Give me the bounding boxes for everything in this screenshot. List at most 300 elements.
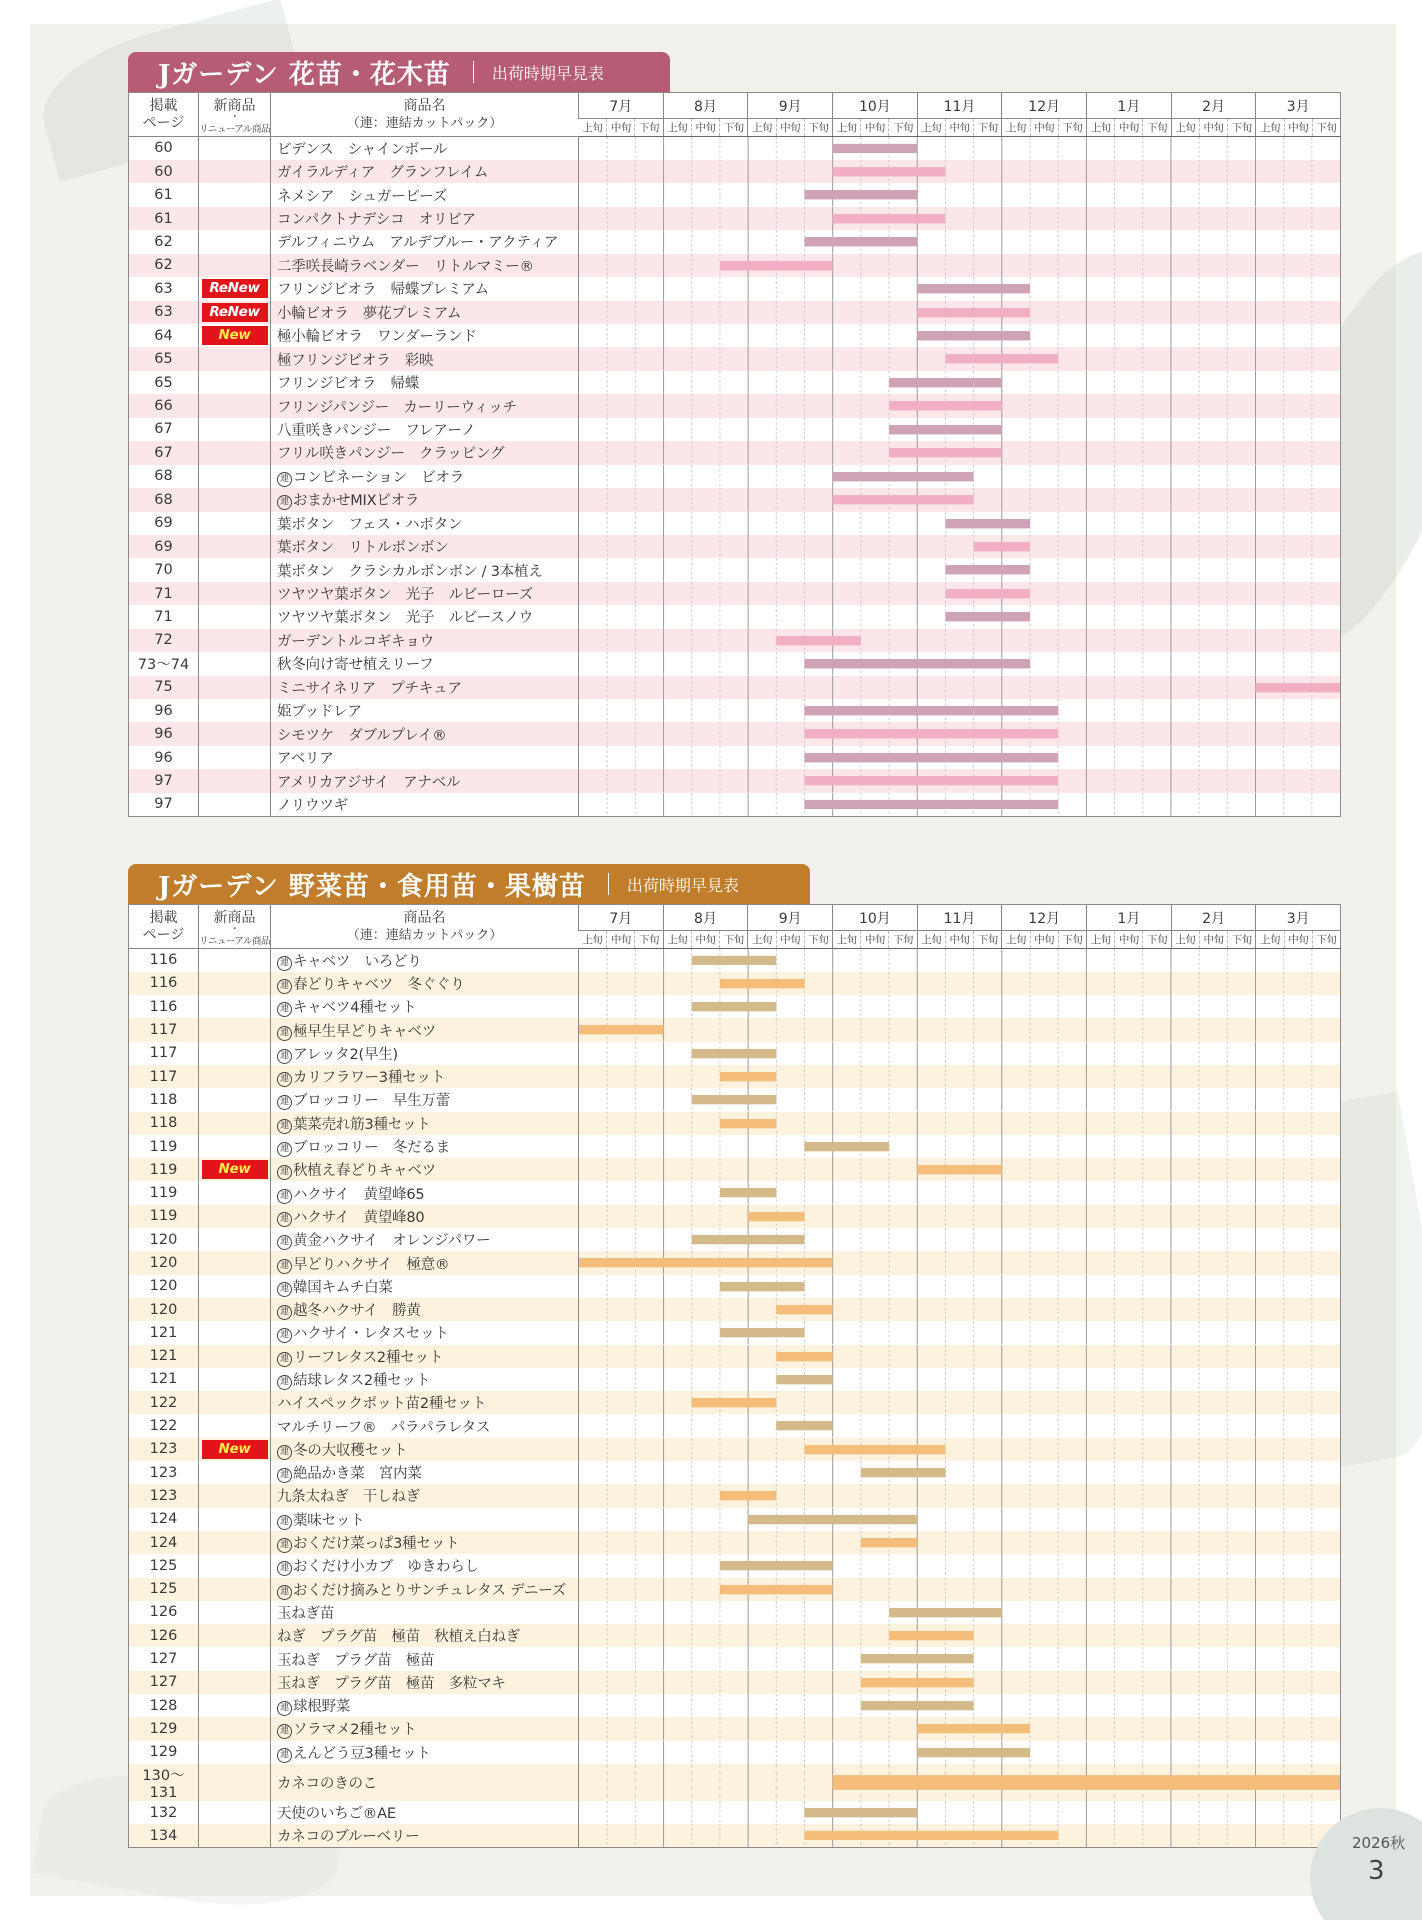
table-row <box>129 949 1341 972</box>
linked-pack-icon: 連 <box>277 979 292 994</box>
row-product-name: 小輪ビオラ 夢花プレミアム <box>277 305 462 322</box>
header-new-dot: ・ <box>229 111 239 123</box>
decade-header: 上旬 <box>579 119 607 137</box>
row-product-name: ハクサイ・レタスセット <box>293 1326 449 1343</box>
linked-pack-icon: 連 <box>277 1724 292 1739</box>
table-row <box>129 183 1341 206</box>
row-gantt-cell <box>579 1368 1341 1391</box>
header-page-line1: 掲載 <box>149 909 178 926</box>
row-new-badge-cell <box>199 1508 271 1531</box>
gantt-svg <box>579 1158 1340 1181</box>
header-new-col <box>199 93 271 137</box>
row-page-number: 62 <box>129 230 199 253</box>
row-page-number: 129 <box>129 1741 199 1764</box>
row-product-name: 八重咲きパンジー フレアーノ <box>277 422 476 439</box>
table-row <box>129 1531 1341 1554</box>
gantt-svg <box>579 1484 1340 1507</box>
decade-header: 中旬 <box>776 931 804 949</box>
row-product-name: 越冬ハクサイ 勝黄 <box>293 1303 421 1320</box>
row-page-number: 69 <box>129 512 199 535</box>
table-row <box>129 277 1341 300</box>
row-product-name: コンビネーション ビオラ <box>293 469 465 486</box>
row-product-name: 薬味セット <box>293 1512 365 1529</box>
shipping-period-bar <box>804 753 1058 762</box>
linked-pack-icon: 連 <box>277 1002 292 1017</box>
row-page-number: 60 <box>129 137 199 160</box>
table-row <box>129 1647 1341 1670</box>
shipping-period-bar <box>861 1678 974 1687</box>
gantt-svg <box>579 1298 1340 1321</box>
gantt-svg <box>579 972 1340 995</box>
row-new-badge-cell <box>199 1158 271 1181</box>
row-product-name-cell <box>271 207 579 230</box>
table-row <box>129 1694 1341 1717</box>
row-product-name-cell <box>271 746 579 769</box>
row-new-badge-cell <box>199 1321 271 1344</box>
shipping-period-bar <box>804 190 917 199</box>
table-row <box>129 746 1341 769</box>
row-gantt-cell <box>579 371 1341 394</box>
gantt-svg <box>579 1088 1340 1111</box>
linked-pack-icon: 連 <box>277 1119 292 1134</box>
gantt-svg <box>579 1321 1340 1344</box>
shipping-period-bar <box>917 1724 1030 1733</box>
table-row <box>129 1368 1341 1391</box>
table-row <box>129 1228 1341 1251</box>
gantt-svg <box>579 793 1340 816</box>
row-product-name: キャベツ4種セット <box>293 1000 417 1017</box>
section-title: Jガーデン 花苗・花木苗 <box>158 59 451 90</box>
row-product-name-cell <box>271 301 579 324</box>
row-product-name-cell <box>271 183 579 206</box>
decade-header: 下旬 <box>1312 119 1340 137</box>
table-row <box>129 582 1341 605</box>
table-row <box>129 1275 1341 1298</box>
row-page-number: 61 <box>129 207 199 230</box>
row-page-number: 126 <box>129 1624 199 1647</box>
table-row <box>129 441 1341 464</box>
row-product-name-cell <box>271 769 579 792</box>
shipping-period-bar <box>804 1142 889 1151</box>
gantt-svg <box>579 1601 1340 1624</box>
decade-header: 中旬 <box>691 119 719 137</box>
month-header: 10月 <box>833 905 918 931</box>
gantt-svg <box>579 1694 1340 1717</box>
linked-pack-icon: 連 <box>277 1445 292 1460</box>
table-row <box>129 418 1341 441</box>
row-gantt-cell <box>579 722 1341 745</box>
gantt-svg <box>579 1205 1340 1228</box>
shipping-period-bar <box>804 706 1058 715</box>
table-row <box>129 1801 1341 1824</box>
table-row <box>129 1158 1341 1181</box>
header-page-line2: ページ <box>142 926 185 943</box>
row-new-badge-cell <box>199 277 271 300</box>
table-row <box>129 629 1341 652</box>
row-gantt-cell <box>579 1018 1341 1041</box>
row-page-number: 116 <box>129 972 199 995</box>
table-row <box>129 1508 1341 1531</box>
shipping-period-bar <box>692 1235 805 1244</box>
linked-pack-icon: 連 <box>277 1561 292 1576</box>
header-new-line2: リニューアル商品 <box>199 935 270 947</box>
decade-header: 中旬 <box>1115 931 1143 949</box>
table-row <box>129 769 1341 792</box>
row-product-name-cell <box>271 371 579 394</box>
gantt-svg <box>579 1438 1340 1461</box>
new-badge: New <box>202 1440 268 1459</box>
gantt-svg <box>579 1764 1340 1801</box>
row-page-number: 63 <box>129 277 199 300</box>
shipping-period-bar <box>945 519 1030 528</box>
gantt-svg <box>579 183 1340 206</box>
linked-pack-icon: 連 <box>277 1538 292 1553</box>
gantt-svg <box>579 1531 1340 1554</box>
shipping-period-bar <box>833 144 918 153</box>
row-page-number: 132 <box>129 1801 199 1824</box>
table-row <box>129 558 1341 581</box>
row-product-name: ブロッコリー 早生万蕾 <box>293 1093 451 1110</box>
gantt-svg <box>579 1578 1340 1601</box>
gantt-svg <box>579 1647 1340 1670</box>
shipping-period-bar <box>692 1095 777 1104</box>
row-page-number: 129 <box>129 1717 199 1740</box>
row-gantt-cell <box>579 1624 1341 1647</box>
row-gantt-cell <box>579 652 1341 675</box>
row-product-name: 極早生早どりキャベツ <box>293 1023 436 1040</box>
row-gantt-cell <box>579 972 1341 995</box>
shipping-period-bar <box>861 1654 974 1663</box>
row-new-badge-cell <box>199 1298 271 1321</box>
row-product-name-cell <box>271 1251 579 1274</box>
decade-header: 中旬 <box>1030 119 1058 137</box>
month-header: 2月 <box>1171 905 1256 931</box>
row-new-badge-cell <box>199 629 271 652</box>
decade-header: 下旬 <box>1312 931 1340 949</box>
table-row <box>129 512 1341 535</box>
row-new-badge-cell <box>199 746 271 769</box>
table-row <box>129 995 1341 1018</box>
row-new-badge-cell <box>199 558 271 581</box>
row-page-number: 118 <box>129 1088 199 1111</box>
row-product-name: ハクサイ 黄望峰65 <box>293 1186 425 1203</box>
row-page-number: 117 <box>129 1018 199 1041</box>
row-product-name-cell <box>271 1624 579 1647</box>
gantt-svg <box>579 1228 1340 1251</box>
shipping-period-bar <box>889 378 1002 387</box>
row-product-name-cell <box>271 1112 579 1135</box>
row-gantt-cell <box>579 1461 1341 1484</box>
gantt-svg <box>579 1112 1340 1135</box>
table-row <box>129 230 1341 253</box>
shipping-period-bar <box>776 1375 832 1384</box>
section-subtitle: 出荷時期早見表 <box>626 875 739 895</box>
row-page-number: 134 <box>129 1824 199 1847</box>
shipping-period-bar <box>804 1808 917 1817</box>
row-page-number: 65 <box>129 347 199 370</box>
row-page-number: 123 <box>129 1484 199 1507</box>
row-product-name-cell <box>271 629 579 652</box>
shipping-period-bar <box>720 1072 776 1081</box>
row-product-name: 黄金ハクサイ オレンジパワー <box>293 1233 491 1250</box>
linked-pack-icon: 連 <box>277 1515 292 1530</box>
row-gantt-cell <box>579 1694 1341 1717</box>
linked-pack-icon: 連 <box>277 1235 292 1250</box>
row-product-name: 姫ブッドレア <box>277 704 362 721</box>
shipping-period-bar <box>720 1491 776 1500</box>
table-row <box>129 1741 1341 1764</box>
row-new-badge-cell <box>199 1741 271 1764</box>
row-product-name-cell <box>271 1671 579 1694</box>
table-row <box>129 605 1341 628</box>
linked-pack-icon: 連 <box>277 1701 292 1716</box>
row-product-name-cell <box>271 722 579 745</box>
row-product-name-cell <box>271 465 579 488</box>
row-product-name-cell <box>271 254 579 277</box>
gantt-svg <box>579 1181 1340 1204</box>
linked-pack-icon: 連 <box>277 1259 292 1274</box>
row-product-name-cell <box>271 535 579 558</box>
row-product-name: 玉ねぎ プラグ苗 極苗 <box>277 1652 435 1669</box>
month-header: 7月 <box>579 905 664 931</box>
gantt-svg <box>579 1461 1340 1484</box>
linked-pack-icon: 連 <box>277 1748 292 1763</box>
decade-header: 中旬 <box>607 931 635 949</box>
section-subtitle: 出荷時期早見表 <box>491 63 604 83</box>
decade-header: 中旬 <box>945 119 973 137</box>
row-page-number: 96 <box>129 722 199 745</box>
row-new-badge-cell <box>199 301 271 324</box>
row-page-number: 97 <box>129 769 199 792</box>
table-row <box>129 1764 1341 1801</box>
shipping-period-bar <box>833 214 946 223</box>
decade-header: 下旬 <box>1058 119 1086 137</box>
row-new-badge-cell <box>199 793 271 816</box>
row-product-name-cell <box>271 1824 579 1847</box>
row-gantt-cell <box>579 230 1341 253</box>
shipping-period-bar <box>945 612 1030 621</box>
header-name-col <box>271 905 579 949</box>
row-page-number: 64 <box>129 324 199 347</box>
shipping-period-bar <box>720 979 805 988</box>
row-product-name: 韓国キムチ白菜 <box>293 1279 393 1296</box>
row-page-number: 62 <box>129 254 199 277</box>
row-product-name: おまかせMIXビオラ <box>293 493 420 510</box>
gantt-svg <box>579 652 1340 675</box>
row-product-name-cell <box>271 1601 579 1624</box>
shipping-period-bar <box>804 1831 1058 1840</box>
row-page-number: 127 <box>129 1647 199 1670</box>
row-new-badge-cell <box>199 1414 271 1437</box>
gantt-svg <box>579 1824 1340 1847</box>
row-gantt-cell <box>579 676 1341 699</box>
row-page-number: 116 <box>129 995 199 1018</box>
gantt-svg <box>579 441 1340 464</box>
gantt-svg <box>579 1801 1340 1824</box>
row-product-name: 極フリンジビオラ 彩映 <box>277 352 434 369</box>
row-product-name-cell <box>271 160 579 183</box>
row-product-name: ツヤツヤ葉ボタン 光子 ルビーローズ <box>277 587 534 604</box>
row-product-name: 早どりハクサイ 極意® <box>293 1256 450 1273</box>
row-product-name: 二季咲長崎ラベンダー リトルマミー® <box>277 258 534 275</box>
row-product-name: おくだけ摘みとりサンチュレタス デニーズ <box>293 1582 567 1599</box>
row-new-badge-cell <box>199 1275 271 1298</box>
row-gantt-cell <box>579 1345 1341 1368</box>
table-row <box>129 465 1341 488</box>
gantt-svg <box>579 1251 1340 1274</box>
row-product-name-cell <box>271 1321 579 1344</box>
row-product-name-cell <box>271 1345 579 1368</box>
section-title: Jガーデン 野菜苗・食用苗・果樹苗 <box>158 871 586 902</box>
month-header: 11月 <box>917 93 1002 119</box>
row-gantt-cell <box>579 1764 1341 1801</box>
row-page-number: 117 <box>129 1065 199 1088</box>
row-gantt-cell <box>579 1205 1341 1228</box>
gantt-svg <box>579 301 1340 324</box>
gantt-svg <box>579 1671 1340 1694</box>
row-product-name: フリンジビオラ 帰蝶 <box>277 376 420 393</box>
shipping-period-bar <box>974 542 1030 551</box>
row-page-number: 60 <box>129 160 199 183</box>
row-new-badge-cell <box>199 1135 271 1158</box>
shipping-period-bar <box>889 1608 1002 1617</box>
row-new-badge-cell <box>199 1671 271 1694</box>
row-page-number: 96 <box>129 699 199 722</box>
table-row <box>129 1321 1341 1344</box>
table-row <box>129 1181 1341 1204</box>
shipping-period-bar <box>889 401 1002 410</box>
row-product-name: 冬の大収穫セット <box>293 1442 408 1459</box>
row-product-name-cell <box>271 582 579 605</box>
decade-header: 下旬 <box>804 931 832 949</box>
row-page-number: 124 <box>129 1531 199 1554</box>
row-product-name-cell <box>271 441 579 464</box>
row-product-name-cell <box>271 1717 579 1740</box>
row-page-number: 119 <box>129 1205 199 1228</box>
row-product-name-cell <box>271 1578 579 1601</box>
gantt-svg <box>579 394 1340 417</box>
gantt-svg <box>579 347 1340 370</box>
row-product-name: ハイスペックポット苗2種セット <box>277 1396 487 1413</box>
row-product-name: 葉ボタン フェス・ハボタン <box>277 516 463 533</box>
row-new-badge-cell <box>199 1205 271 1228</box>
shipping-period-bar <box>720 1188 776 1197</box>
gantt-svg <box>579 160 1340 183</box>
row-gantt-cell <box>579 301 1341 324</box>
row-product-name: 玉ねぎ苗 <box>277 1605 335 1622</box>
row-product-name: 結球レタス2種セット <box>293 1372 431 1389</box>
row-new-badge-cell <box>199 1461 271 1484</box>
decade-header: 中旬 <box>607 119 635 137</box>
row-product-name: アレッタ2(早生) <box>293 1046 399 1063</box>
row-gantt-cell <box>579 746 1341 769</box>
header-new-line1: 新商品 <box>213 909 256 926</box>
header-name-label: 商品名 <box>403 97 446 114</box>
row-page-number: 63 <box>129 301 199 324</box>
row-product-name-cell <box>271 347 579 370</box>
row-gantt-cell <box>579 629 1341 652</box>
table-row <box>129 1135 1341 1158</box>
row-new-badge-cell <box>199 652 271 675</box>
gantt-svg <box>579 230 1340 253</box>
table-row <box>129 137 1341 160</box>
linked-pack-icon: 連 <box>277 1095 292 1110</box>
row-product-name: フリル咲きパンジー クラッピング <box>277 446 505 463</box>
row-product-name-cell <box>271 418 579 441</box>
row-product-name-cell <box>271 1135 579 1158</box>
shipping-period-bar <box>720 1328 805 1337</box>
row-product-name: デルフィニウム アルデブルー・アクティア <box>277 235 559 252</box>
flower-seedling-section <box>128 52 1337 817</box>
row-product-name-cell <box>271 1181 579 1204</box>
row-gantt-cell <box>579 1088 1341 1111</box>
gantt-svg <box>579 535 1340 558</box>
shipping-period-bar <box>1255 683 1340 692</box>
row-page-number: 118 <box>129 1112 199 1135</box>
shipping-period-bar <box>776 1421 832 1430</box>
row-new-badge-cell <box>199 605 271 628</box>
shipping-schedule-table <box>128 92 1341 817</box>
decade-header: 中旬 <box>1199 119 1227 137</box>
row-page-number: 121 <box>129 1321 199 1344</box>
row-product-name: ねぎ プラグ苗 極苗 秋植え白ねぎ <box>277 1629 521 1646</box>
row-page-number: 66 <box>129 394 199 417</box>
gantt-svg <box>579 277 1340 300</box>
row-gantt-cell <box>579 1065 1341 1088</box>
row-product-name-cell <box>271 1368 579 1391</box>
table-row <box>129 1088 1341 1111</box>
gantt-svg <box>579 605 1340 628</box>
linked-pack-icon: 連 <box>277 956 292 971</box>
month-header: 12月 <box>1002 905 1087 931</box>
table-row <box>129 1554 1341 1577</box>
row-page-number: 71 <box>129 582 199 605</box>
row-new-badge-cell <box>199 699 271 722</box>
table-row <box>129 1414 1341 1437</box>
row-page-number: 96 <box>129 746 199 769</box>
shipping-period-bar <box>748 1212 804 1221</box>
month-header: 12月 <box>1002 93 1087 119</box>
shipping-period-bar <box>692 956 777 965</box>
header-name-note: （連：連結カットパック） <box>346 927 503 943</box>
decade-header: 下旬 <box>1228 119 1256 137</box>
header-page-col <box>129 905 199 949</box>
row-product-name-cell <box>271 793 579 816</box>
shipping-period-bar <box>776 636 861 645</box>
decade-header: 中旬 <box>945 931 973 949</box>
row-gantt-cell <box>579 1438 1341 1461</box>
row-product-name: ハクサイ 黄望峰80 <box>293 1209 425 1226</box>
row-new-badge-cell <box>199 1368 271 1391</box>
decade-header: 下旬 <box>1058 931 1086 949</box>
row-product-name-cell <box>271 1158 579 1181</box>
table-row <box>129 793 1341 816</box>
row-gantt-cell <box>579 160 1341 183</box>
row-gantt-cell <box>579 1601 1341 1624</box>
row-product-name-cell <box>271 1438 579 1461</box>
decade-header: 上旬 <box>1256 119 1284 137</box>
new-badge: New <box>202 326 268 345</box>
decade-header: 上旬 <box>1087 931 1115 949</box>
gantt-svg <box>579 254 1340 277</box>
gantt-svg <box>579 1741 1340 1764</box>
month-header: 3月 <box>1256 93 1341 119</box>
row-gantt-cell <box>579 769 1341 792</box>
row-page-number: 119 <box>129 1158 199 1181</box>
decade-header: 下旬 <box>1228 931 1256 949</box>
row-product-name-cell <box>271 1764 579 1801</box>
table-row <box>129 207 1341 230</box>
